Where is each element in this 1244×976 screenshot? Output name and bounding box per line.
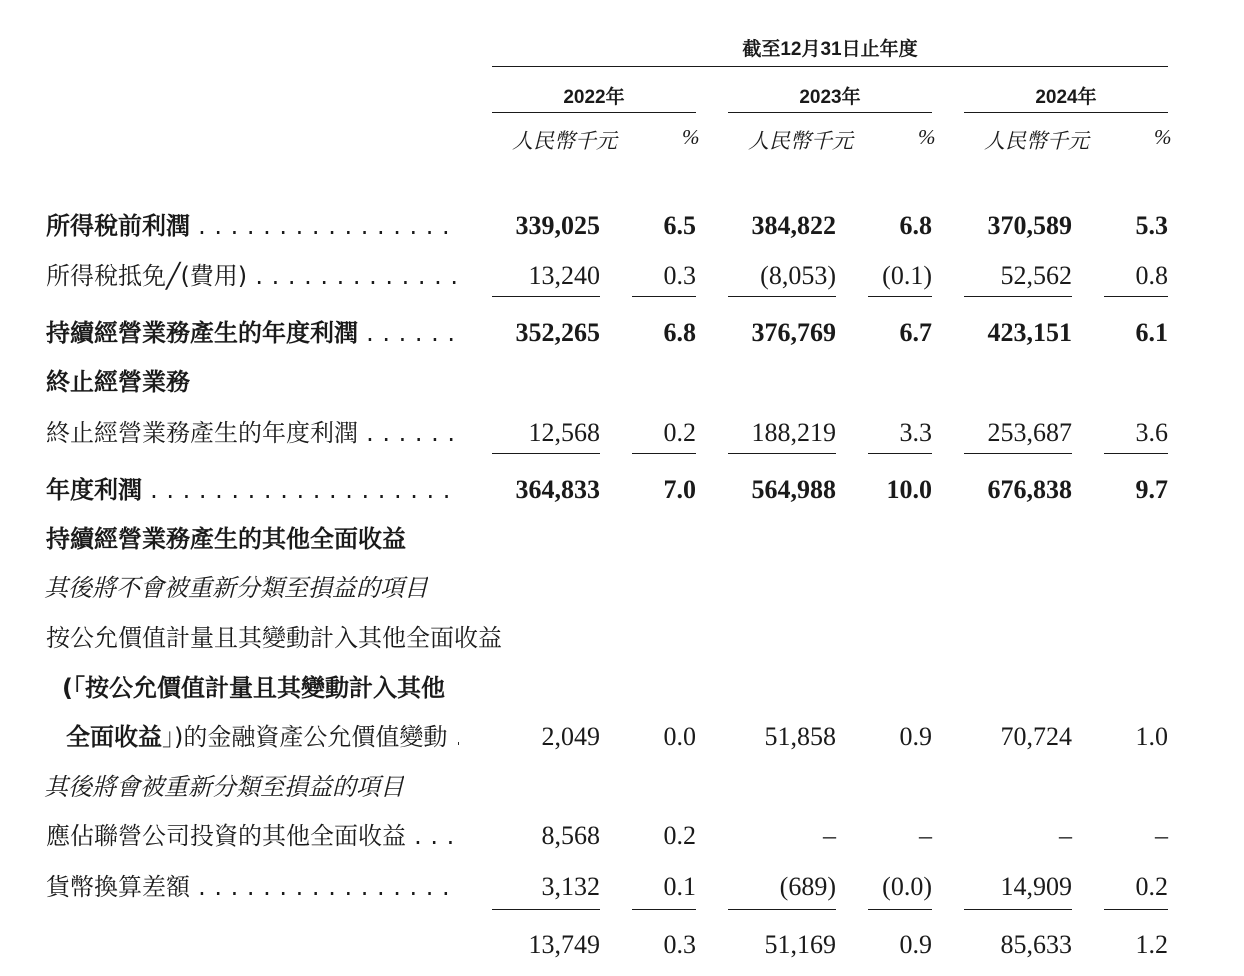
- year-header-2022: 2022年: [563, 87, 625, 108]
- cell-2022-pct: 0.1: [663, 872, 696, 901]
- subtotal-rule: [868, 909, 932, 910]
- cell-2022-pct: 0.2: [663, 821, 696, 850]
- cell-2023-pct: (0.0): [882, 872, 932, 901]
- cell-2022-rmb: 13,240: [528, 261, 600, 290]
- cell-2022-pct: 0.3: [663, 261, 696, 290]
- row-label: 所得稅抵免╱(費用) . . .: [46, 259, 460, 293]
- subtotal-rule: [964, 453, 1072, 454]
- cell-2024-pct: 0.2: [1135, 872, 1168, 901]
- row-year-profit: [0, 473, 1244, 507]
- unit-rmb-2024: 人民幣千元: [984, 129, 1089, 153]
- cell-2023-pct: –: [919, 821, 932, 850]
- subtotal-rule: [728, 296, 836, 297]
- row-income-tax: [0, 259, 1244, 293]
- cell-2023-pct: (0.1): [882, 261, 932, 290]
- row-label: 終止經營業務產生的年度利潤 . . .: [46, 416, 460, 450]
- row-not-reclassified-heading: [0, 571, 1244, 605]
- cell-2023-pct: 10.0: [886, 475, 932, 504]
- cell-2024-rmb: 52,562: [1000, 261, 1072, 290]
- cell-2023-rmb: 51,169: [764, 930, 836, 959]
- cell-2022-pct: 0.2: [663, 418, 696, 447]
- row-label: 年度利潤 . . .: [46, 473, 460, 507]
- subtotal-rule: [632, 453, 696, 454]
- unit-rmb-2023: 人民幣千元: [748, 129, 853, 153]
- cell-2023-rmb: 376,769: [751, 318, 836, 347]
- cell-2024-rmb: 14,909: [1000, 872, 1072, 901]
- cell-2024-pct: –: [1155, 821, 1168, 850]
- cell-2023-rmb: –: [823, 821, 836, 850]
- unit-pct-2023: %: [918, 125, 936, 149]
- cell-2022-rmb: 3,132: [541, 872, 600, 901]
- subtotal-rule: [632, 909, 696, 910]
- cell-2022-pct: 0.3: [663, 930, 696, 959]
- row-discontinued-heading: [0, 365, 1244, 399]
- cell-2022-rmb: 352,265: [515, 318, 600, 347]
- cell-2024-rmb: –: [1059, 821, 1072, 850]
- row-label: 所得稅前利潤 . . .: [46, 209, 460, 243]
- subtotal-rule: [868, 296, 932, 297]
- header-rule: [492, 66, 1168, 67]
- cell-2024-rmb: 676,838: [987, 475, 1072, 504]
- subsection-heading: 其後將會被重新分類至損益的項目: [44, 773, 404, 801]
- row-associates-oci: [0, 819, 1244, 853]
- row-reclassified-heading: [0, 770, 1244, 804]
- row-label: [66, 720, 459, 754]
- subsection-heading: 其後將不會被重新分類至損益的項目: [44, 574, 428, 602]
- year-rule-2024: [964, 112, 1168, 113]
- row-label: 按公允價值計量且其變動計入其他全面收益: [46, 624, 502, 652]
- cell-2022-rmb: 8,568: [541, 821, 600, 850]
- cell-2022-pct: 7.0: [663, 475, 696, 504]
- subtotal-rule: [964, 909, 1072, 910]
- cell-2022-rmb: 13,749: [528, 930, 600, 959]
- year-header-2023: 2023年: [799, 87, 861, 108]
- cell-2022-pct: 0.0: [663, 722, 696, 751]
- unit-pct-2022: %: [682, 125, 700, 149]
- row-fvoci-line2: [0, 671, 1244, 705]
- subtotal-rule: [1104, 453, 1168, 454]
- row-fvoci-line1: [0, 621, 1244, 655]
- year-rule-2022: [492, 112, 696, 113]
- subtotal-rule: [492, 296, 600, 297]
- cell-2023-pct: 0.9: [899, 722, 932, 751]
- row-label: (「按公允價值計量且其變動計入其他: [62, 674, 445, 702]
- row-label: 貨幣換算差額 . . .: [46, 870, 460, 904]
- section-heading: 持續經營業務產生的其他全面收益: [46, 525, 406, 553]
- row-oci-heading: [0, 522, 1244, 556]
- cell-2022-rmb: 364,833: [515, 475, 600, 504]
- cell-2024-pct: 1.2: [1135, 930, 1168, 959]
- subtotal-rule: [492, 909, 600, 910]
- cell-2024-pct: 6.1: [1135, 318, 1168, 347]
- cell-2023-pct: 3.3: [899, 418, 932, 447]
- cell-2024-pct: 5.3: [1135, 211, 1168, 240]
- cell-2024-rmb: 70,724: [1000, 722, 1072, 751]
- subtotal-rule: [728, 909, 836, 910]
- cell-2022-pct: 6.8: [663, 318, 696, 347]
- row-discontinued-profit: [0, 416, 1244, 450]
- period-header: 截至12月31日止年度: [742, 39, 918, 60]
- row-currency-translation: [0, 870, 1244, 904]
- cell-2023-rmb: (8,053): [760, 261, 836, 290]
- subtotal-rule: [728, 453, 836, 454]
- unit-rmb-2022: 人民幣千元: [512, 129, 617, 153]
- cell-2022-pct: 6.5: [663, 211, 696, 240]
- row-label: 持續經營業務產生的年度利潤 . . .: [46, 316, 460, 350]
- year-rule-2023: [728, 112, 932, 113]
- year-header-2024: 2024年: [1035, 87, 1097, 108]
- section-heading: 終止經營業務: [46, 368, 190, 396]
- row-continuing-profit: [0, 316, 1244, 350]
- label-rest-part: 」)的金融資產公允價值變動: [162, 723, 448, 751]
- cell-2024-pct: 9.7: [1135, 475, 1168, 504]
- subtotal-rule: [964, 296, 1072, 297]
- subtotal-rule: [1104, 296, 1168, 297]
- cell-2023-rmb: 564,988: [751, 475, 836, 504]
- subtotal-rule: [492, 453, 600, 454]
- cell-2022-rmb: 2,049: [541, 722, 600, 751]
- cell-2024-pct: 3.6: [1135, 418, 1168, 447]
- subtotal-rule: [632, 296, 696, 297]
- cell-2024-rmb: 253,687: [987, 418, 1072, 447]
- cell-2022-rmb: 12,568: [528, 418, 600, 447]
- cell-2024-rmb: 370,589: [987, 211, 1072, 240]
- cell-2023-rmb: (689): [779, 872, 836, 901]
- row-fvoci-line3: [0, 720, 1244, 754]
- cell-2023-rmb: 51,858: [764, 722, 836, 751]
- subtotal-rule: [868, 453, 932, 454]
- subtotal-rule: [1104, 909, 1168, 910]
- cell-2024-rmb: 423,151: [987, 318, 1072, 347]
- cell-2023-rmb: 384,822: [751, 211, 836, 240]
- row-profit-before-tax: [0, 209, 1244, 243]
- row-label: 應佔聯營公司投資的其他全面收益 . . .: [46, 819, 460, 853]
- row-oci-total: [0, 928, 1244, 962]
- label-bold-part: 全面收益: [66, 723, 162, 751]
- cell-2023-pct: 0.9: [899, 930, 932, 959]
- cell-2024-rmb: 85,633: [1000, 930, 1072, 959]
- cell-2023-pct: 6.7: [899, 318, 932, 347]
- cell-2023-pct: 6.8: [899, 211, 932, 240]
- cell-2022-rmb: 339,025: [515, 211, 600, 240]
- cell-2023-rmb: 188,219: [751, 418, 836, 447]
- cell-2024-pct: 1.0: [1135, 722, 1168, 751]
- cell-2024-pct: 0.8: [1135, 261, 1168, 290]
- unit-pct-2024: %: [1154, 125, 1172, 149]
